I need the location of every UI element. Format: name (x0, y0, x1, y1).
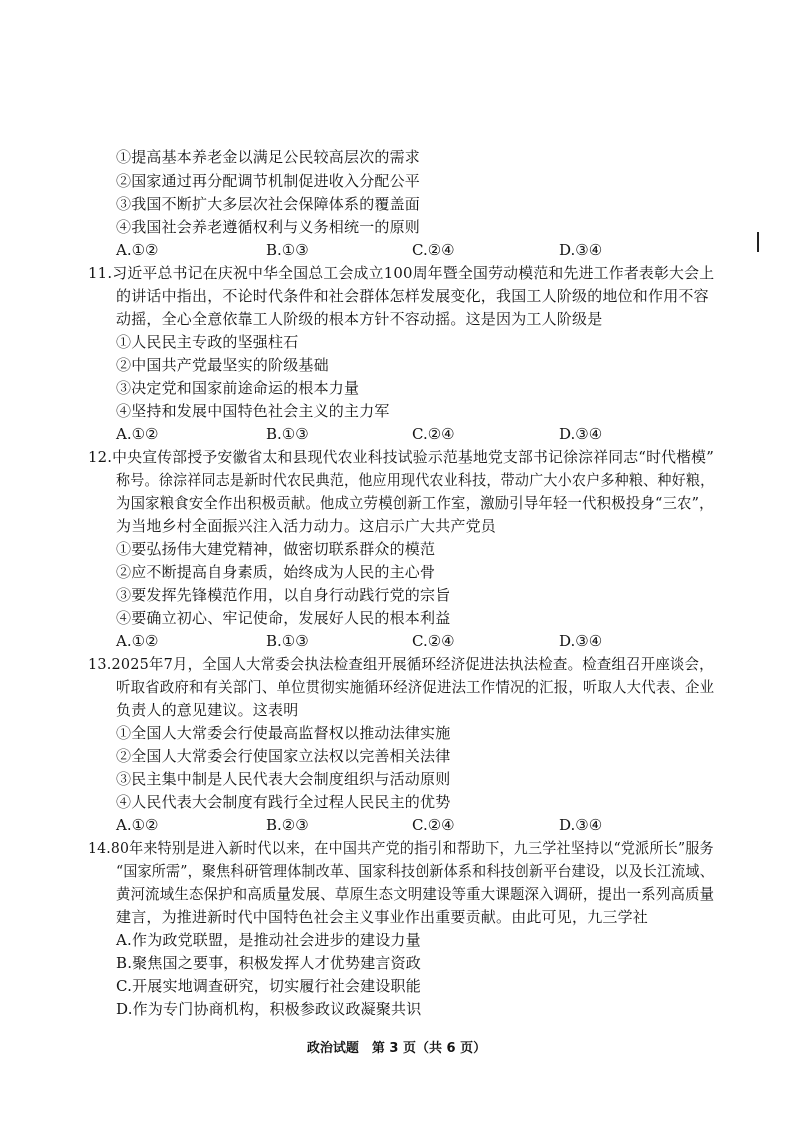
q12-item-2: ②应不断提高自身素质，始终成为人民的主心骨 (116, 563, 436, 581)
q11-stem-1: 11.习近平总书记在庆祝中华全国总工会成立100周年暨全国劳动模范和先进工作者表彰大会上 (88, 264, 715, 282)
q14-stem-3: 黄河流域生态保护和高质量发展、草原生态文明建设等重大课题深入调研，提出一系列高质量 (116, 885, 715, 903)
q10-item-1: ①提高基本养老金以满足公民较高层次的需求 (116, 148, 421, 166)
q11-stem-3: 动摇，全心全意依靠工人阶级的根本方针不容动摇。这是因为工人阶级是 (116, 310, 603, 328)
q13-option-c: C.②④ (412, 816, 455, 834)
q10-option-a: A.①② (116, 241, 159, 259)
q11-option-a: A.①② (116, 425, 159, 443)
q13-item-3: ③民主集中制是人民代表大会制度组织与活动原则 (116, 770, 451, 788)
q11-item-4: ④坚持和发展中国特色社会主义的主力军 (116, 402, 390, 420)
q12-option-b: B.①③ (266, 632, 309, 650)
q11-item-3: ③决定党和国家前途命运的根本力量 (116, 379, 360, 397)
q10-option-b: B.①③ (266, 241, 309, 259)
q14-option-c: C.开展实地调查研究，切实履行社会建设职能 (116, 977, 421, 995)
q14-option-a: A.作为政党联盟，是推动社会进步的建设力量 (116, 931, 421, 949)
q11-option-b: B.①③ (266, 425, 309, 443)
q13-stem-2: 听取省政府和有关部门、单位贯彻实施循环经济促进法工作情况的汇报，听取人大代表、企业 (116, 678, 715, 696)
q12-option-d: D.③④ (559, 632, 603, 650)
q11-item-1: ①人民民主专政的坚强柱石 (116, 333, 299, 351)
q14-stem-2: “国家所需”，聚焦科研管理体制改革、国家科技创新体系和科技创新平台建设，以及长江流域、 (116, 862, 714, 880)
q13-stem-1: 13.2025年7月，全国人大常委会执法检查组开展循环经济促进法执法检查。检查组召开座谈会， (88, 655, 714, 673)
q13-item-2: ②全国人大常委会行使国家立法权以完善相关法律 (116, 747, 451, 765)
q12-option-a: A.①② (116, 632, 159, 650)
q10-item-3: ③我国不断扩大多层次社会保障体系的覆盖面 (116, 195, 421, 213)
q10-option-c: C.②④ (412, 241, 455, 259)
q13-option-a: A.①② (116, 816, 159, 834)
q12-stem-2: 称号。徐淙祥同志是新时代农民典范，他应用现代农业科技，带动广大小农户多种粮、种好粮， (116, 471, 715, 489)
q12-item-3: ③要发挥先锋模范作用，以自身行动践行党的宗旨 (116, 586, 451, 604)
q11-item-2: ②中国共产党最坚实的阶级基础 (116, 356, 329, 374)
q14-stem-1: 14.80年来特别是进入新时代以来，在中国共产党的指引和帮助下，九三学社坚持以“党派所长”服务 (88, 839, 714, 857)
q11-option-d: D.③④ (559, 425, 603, 443)
q10-option-d: D.③④ (559, 241, 603, 259)
q14-stem-4: 建言，为推进新时代中国特色社会主义事业作出重要贡献。由此可见，九三学社 (116, 908, 649, 926)
margin-mark (757, 232, 759, 252)
q13-option-d: D.③④ (559, 816, 603, 834)
q11-stem-2: 的讲话中指出，不论时代条件和社会群体怎样发展变化，我国工人阶级的地位和作用不容 (116, 287, 709, 305)
q13-stem-3: 负责人的意见建议。这表明 (116, 701, 299, 719)
page-footer: 政治试题 第 3 页（共 6 页） (306, 1041, 487, 1056)
q12-item-1: ①要弘扬伟大建党精神，做密切联系群众的模范 (116, 540, 436, 558)
q12-option-c: C.②④ (412, 632, 455, 650)
q12-stem-3: 为国家粮食安全作出积极贡献。他成立劳模创新工作室，激励引导年轻一代积极投身“三农”， (116, 494, 714, 512)
q10-item-4: ④我国社会养老遵循权利与义务相统一的原则 (116, 218, 421, 236)
q13-item-4: ④人民代表大会制度有践行全过程人民民主的优势 (116, 793, 451, 811)
q10-item-2: ②国家通过再分配调节机制促进收入分配公平 (116, 172, 421, 190)
q11-option-c: C.②④ (412, 425, 455, 443)
q12-stem-1: 12.中央宣传部授予安徽省太和县现代农业科技试验示范基地党支部书记徐淙祥同志“时代楷模” (88, 448, 714, 466)
q14-option-b: B.聚焦国之要事，积极发挥人才优势建言资政 (116, 954, 421, 972)
q13-item-1: ①全国人大常委会行使最高监督权以推动法律实施 (116, 724, 451, 742)
q13-option-b: B.②③ (266, 816, 309, 834)
q14-option-d: D.作为专门协商机构，积极参政议政凝聚共识 (116, 1000, 422, 1018)
q12-stem-4: 为当地乡村全面振兴注入活力动力。这启示广大共产党员 (116, 517, 497, 535)
q12-item-4: ④要确立初心、牢记使命，发展好人民的根本利益 (116, 609, 451, 627)
